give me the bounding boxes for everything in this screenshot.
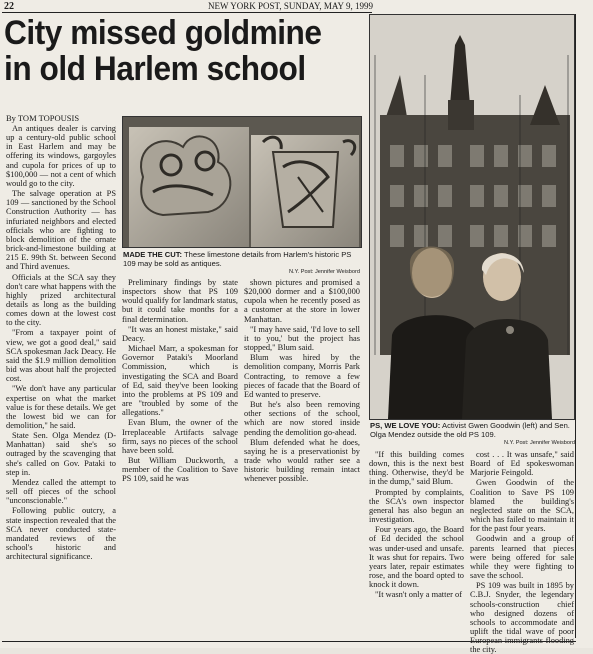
headline-line-2: in old Harlem school <box>4 50 306 88</box>
paragraph: Preliminary findings by state inspectors show that PS 109 would qualify for landmark status, but it could take months for a final determination. <box>122 278 238 324</box>
photo-1-caption-text: These limestone details from Harlem's historic PS 109 may be sold as antiques. <box>123 250 352 268</box>
dateline: NEW YORK POST, SUNDAY, MAY 9, 1999 <box>208 1 373 11</box>
paragraph: Blum was hired by the demolition company, Morris Park Contracting, to remove a few pieces of facade that the Board of Ed wanted to preserve. <box>244 353 360 399</box>
paragraph: Mendez called the attempt to sell off pieces of the school "unconscionable." <box>6 477 116 506</box>
limestone-details-photo <box>122 116 362 248</box>
paragraph: "From a taxpayer point of view, we got a good deal," said SCA spokesman Jack Deacy. He said the $1.9 million demolition bid was about half the projected cost. <box>6 328 116 384</box>
article-column-1 <box>6 124 116 639</box>
paragraph: An antiques dealer is carving up a century-old public school in East Harlem and may be offering its windows, gargoyles and cupola for prices of up to $100,000 — not a cent of which would go to the city. <box>6 124 116 188</box>
article-column-2 <box>122 278 238 508</box>
right-border-rule <box>575 14 576 638</box>
photo-2-caption-label: PS, WE LOVE YOU: <box>370 421 441 430</box>
limestone-carving-image <box>123 117 361 247</box>
bottom-border-rule <box>2 641 576 642</box>
paragraph: "We don't have any particular expertise on what the market value is for these details. We get the lowest bid we can for demolition," he said. <box>6 384 116 430</box>
paragraph: But William Duckworth, a member of the Coalition to Save PS 109, said he was <box>122 455 238 484</box>
paragraph: Four years ago, the Board of Ed decided the school was under-used and unsafe. It was shut for repairs. Two years later, repair estimates rose, and the board opted to knock it down. <box>369 525 464 590</box>
photo-2-caption-text: Activist Gwen Goodwin (left) and Sen. Olga Mendez outside the old PS 109. <box>370 421 570 439</box>
paragraph: Goodwin and a group of parents learned that pieces were being offered for sale while they were fighting to save the school. <box>470 534 574 581</box>
paragraph: Evan Blum, the owner of the Irreplaceable Artifacts salvage firm, says no pieces of the school have been sold. <box>122 418 238 455</box>
paragraph: Blum defended what he does, saying he is a preservationist by trade who would rather see a historic building remain intact whenever possible. <box>244 437 360 484</box>
paragraph: "I may have said, 'I'd love to sell it to you,' but the project has stopped," Blum said. <box>244 324 360 353</box>
article-column-3 <box>244 278 360 508</box>
photo-1-caption-label: MADE THE CUT: <box>123 250 183 259</box>
paragraph: PS 109 was built in 1895 by C.B.J. Snyder, the legendary schools-construction chief who designed dozens of schools to accommodate and uplift the tidal wave of poor the city. <box>470 581 574 654</box>
byline: By TOM TOPOUSIS <box>6 113 80 123</box>
page-number: 22 <box>4 1 14 12</box>
paragraph: "If this building comes down, this is the next best thing. Otherwise, they'd be in the dump," said Blum. <box>369 450 464 487</box>
headline-line-1: City missed goldmine <box>4 14 322 52</box>
paragraph: "It wasn't only a matter of <box>375 590 463 600</box>
article-column-4 <box>369 450 464 638</box>
header-rule <box>2 12 372 13</box>
paragraph: State Sen. Olga Mendez (D-Manhattan) said she's so outraged by the scavenging that she's called on Gov. Pataki to step in. <box>6 431 116 477</box>
paragraph: Officials at the SCA say they don't care what happens with the highly prized architectural details as long as the building comes down at the lowest cost to the city. <box>6 272 116 328</box>
paragraph: But he's also been removing other sections of the school, which are now stored inside pending the demolition go-ahead. <box>244 400 360 437</box>
paragraph: "It was an honest mistake," said Deacy. <box>122 324 238 343</box>
paragraph: Michael Marr, a spokesman for Governor Pataki's Moorland Commission, which is investigating the SCA and Board of Ed, said they've been looking into the problems at PS 109 and are "troubled by some of the allegations." <box>122 344 238 418</box>
paragraph: Prompted by complaints, the SCA's own inspector general has also begun an investigation. <box>369 487 464 525</box>
paragraph: shown pictures and promised a $20,000 dormer and a $100,000 cupola when he recently posed as a customer at the store in lower Manhattan. <box>244 278 360 324</box>
photo-2-credit: N.Y. Post: Jennifer Weisbord <box>504 440 575 446</box>
paragraph: The salvage operation at PS 109 — sanctioned by the School Construction Authority — has infuriated neighbors and elected officials who are fighting to block demolition of the ornate brick-and-limestone building at 215 E. 99th St. between Second and Third avenues. <box>6 189 116 272</box>
headline <box>4 15 334 87</box>
photo-2-caption <box>370 421 576 439</box>
photo-1-credit: N.Y. Post: Jennifer Weisbord <box>289 269 360 275</box>
building-and-people-image <box>370 15 574 419</box>
paragraph: cost . . . It was unsafe," said Board of Ed spokeswoman Marjorie Feingold. <box>470 450 574 478</box>
article-column-5 <box>470 450 574 654</box>
ps109-building-photo <box>369 14 575 420</box>
paragraph: Gwen Goodwin of the Coalition to Save PS 109 blamed the building's neglected state on the SCA, which has failed to maintain it for the past four years. <box>470 478 574 534</box>
photo-1-caption <box>123 250 361 268</box>
paragraph: Following public outcry, a state inspection revealed that the SCA never conducted state-mandated reviews of the school's historic and architectural significance. <box>6 506 116 562</box>
